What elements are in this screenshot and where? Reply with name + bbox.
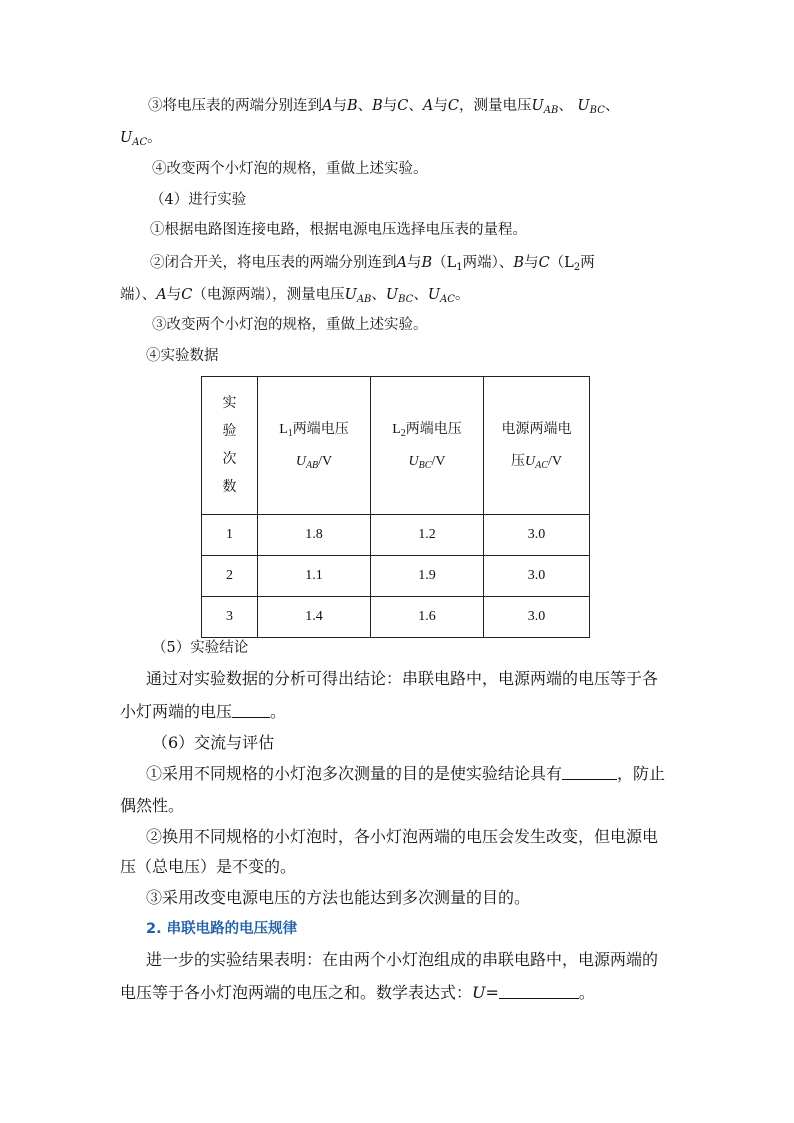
header-char: 验 <box>222 423 237 439</box>
text: 与 <box>433 98 448 114</box>
unit: /V <box>318 453 333 469</box>
unit: /V <box>431 453 446 469</box>
header-l1-voltage <box>258 377 371 515</box>
header-l2-voltage <box>371 377 484 515</box>
cell-ubc: 1.9 <box>371 556 484 597</box>
answer-blank[interactable] <box>499 984 579 999</box>
text: 与 <box>524 255 539 271</box>
exp-step2 <box>150 253 595 273</box>
text: 与 <box>332 98 347 114</box>
eval-line2: 偶然性。 <box>120 796 185 815</box>
data-table <box>201 376 590 638</box>
subscript: AC <box>132 137 148 148</box>
subscript: BC <box>398 294 414 305</box>
text: ②闭合开关，将电压表的两端分别连到 <box>150 255 397 271</box>
cell-uac: 3.0 <box>484 556 590 597</box>
text: 。 <box>454 287 470 303</box>
text: 两端电压 <box>405 421 462 437</box>
voltage-symbol: U <box>120 130 133 146</box>
text: 小灯两端的电压 <box>120 702 233 721</box>
cell-uac: 3.0 <box>484 515 590 556</box>
text: 、 <box>357 98 373 114</box>
text: 两端电压 <box>292 421 349 437</box>
step3-line-cont <box>120 128 162 148</box>
point-c: C <box>447 98 459 114</box>
text: 、 <box>408 98 423 114</box>
text: 。 <box>270 702 287 721</box>
text: 端）、 <box>120 287 157 303</box>
text: ，防止 <box>617 764 666 783</box>
voltage-symbol: U <box>472 983 486 1002</box>
text: ，测量电压 <box>459 98 532 114</box>
text: 、 <box>558 98 573 114</box>
eval-line4: 压（总电压）是不变的。 <box>120 857 297 876</box>
text: 与 <box>166 287 182 303</box>
exp-step3: ③改变两个小灯泡的规格，重做上述实验。 <box>152 317 428 333</box>
section-6-heading: （6）交流与评估 <box>152 733 275 752</box>
step4-line: ④改变两个小灯泡的规格，重做上述实验。 <box>152 161 428 177</box>
text: 与 <box>406 255 422 271</box>
exp-step4: ④实验数据 <box>146 348 219 364</box>
voltage-symbol: U <box>525 453 536 469</box>
point-a: A <box>422 98 434 114</box>
point-b: B <box>346 98 358 114</box>
table-row <box>202 597 590 638</box>
text: = <box>485 983 499 1002</box>
step3-line <box>148 96 619 116</box>
point-b: B <box>513 255 525 271</box>
answer-blank[interactable] <box>562 765 617 780</box>
cell-uab: 1.8 <box>258 515 371 556</box>
header-trial-count <box>202 377 258 515</box>
voltage-symbol: U <box>577 98 590 114</box>
point-a: A <box>322 98 333 114</box>
table-row <box>202 556 590 597</box>
section-2-heading: 2. 串联电路的电压规律 <box>146 921 298 937</box>
text: 电源两端电 <box>501 421 572 437</box>
point-b: B <box>421 255 433 271</box>
point-a: A <box>396 255 407 271</box>
exp-step2-cont <box>120 285 469 305</box>
rule-line2 <box>120 983 595 1003</box>
answer-blank[interactable] <box>232 703 270 718</box>
conclusion-line2 <box>120 702 286 722</box>
text: L <box>392 421 401 437</box>
point-c: C <box>181 287 193 303</box>
voltage-symbol: U <box>295 453 306 469</box>
point-c: C <box>397 98 409 114</box>
text: （L <box>549 255 574 271</box>
cell-trial: 1 <box>202 515 258 556</box>
section-4-heading: （4）进行实验 <box>150 192 247 208</box>
text: ③将电压表的两端分别连到 <box>148 98 322 114</box>
cell-uab: 1.4 <box>258 597 371 638</box>
voltage-symbol: U <box>408 453 419 469</box>
text: （L <box>432 255 457 271</box>
conclusion-line1: 通过对实验数据的分析可得出结论：串联电路中，电源两端的电压等于各 <box>146 669 659 688</box>
table-header-row <box>202 377 590 515</box>
subscript: 2 <box>400 427 406 439</box>
header-char: 实 <box>222 395 237 411</box>
cell-uab: 1.1 <box>258 556 371 597</box>
subscript: 1 <box>287 427 293 439</box>
subscript: BC <box>418 459 432 471</box>
point-a: A <box>156 287 167 303</box>
subscript: AC <box>440 294 455 305</box>
text: 两端）、 <box>462 255 514 271</box>
text: 、 <box>413 287 428 303</box>
point-b: B <box>372 98 383 114</box>
text: （电源两端），测量电压 <box>192 287 345 303</box>
eval-line1 <box>146 764 665 784</box>
cell-ubc: 1.2 <box>371 515 484 556</box>
header-char: 次 <box>222 451 237 467</box>
voltage-symbol: U <box>531 98 544 114</box>
text: 、 <box>604 98 620 114</box>
text: 压 <box>511 453 526 469</box>
unit: /V <box>547 453 562 469</box>
cell-uac: 3.0 <box>484 597 590 638</box>
rule-line1: 进一步的实验结果表明：在由两个小灯泡组成的串联电路中，电源两端的 <box>146 950 659 969</box>
text: ①采用不同规格的小灯泡多次测量的目的是使实验结论具有 <box>146 764 563 783</box>
text: L <box>279 421 288 437</box>
voltage-symbol: U <box>344 287 357 303</box>
section-5-heading: （5）实验结论 <box>152 640 249 656</box>
cell-ubc: 1.6 <box>371 597 484 638</box>
text: 电压等于各小灯泡两端的电压之和。数学表达式： <box>120 983 473 1002</box>
text: 两 <box>580 255 595 271</box>
table-row <box>202 515 590 556</box>
voltage-symbol: U <box>385 287 399 303</box>
cell-trial: 2 <box>202 556 258 597</box>
eval-line3: ②换用不同规格的小灯泡时，各小灯泡两端的电压会发生改变，但电源电 <box>146 827 659 846</box>
text: 。 <box>578 983 595 1002</box>
text: 与 <box>382 98 398 114</box>
header-char: 数 <box>222 479 237 495</box>
subscript: AB <box>356 294 372 305</box>
subscript: AB <box>543 105 559 116</box>
subscript: 1 <box>456 262 463 273</box>
voltage-symbol: U <box>427 287 441 303</box>
point-c: C <box>538 255 550 271</box>
subscript: 2 <box>573 262 581 273</box>
text: 。 <box>147 130 162 146</box>
exp-step1: ①根据电路图连接电路，根据电源电压选择电压表的量程。 <box>150 222 527 238</box>
subscript: AC <box>535 459 548 471</box>
cell-trial: 3 <box>202 597 258 638</box>
header-source-voltage <box>484 377 590 515</box>
eval-line5: ③采用改变电源电压的方法也能达到多次测量的目的。 <box>146 888 531 907</box>
text: 、 <box>371 287 386 303</box>
subscript: AB <box>305 459 319 471</box>
subscript: BC <box>589 105 605 116</box>
